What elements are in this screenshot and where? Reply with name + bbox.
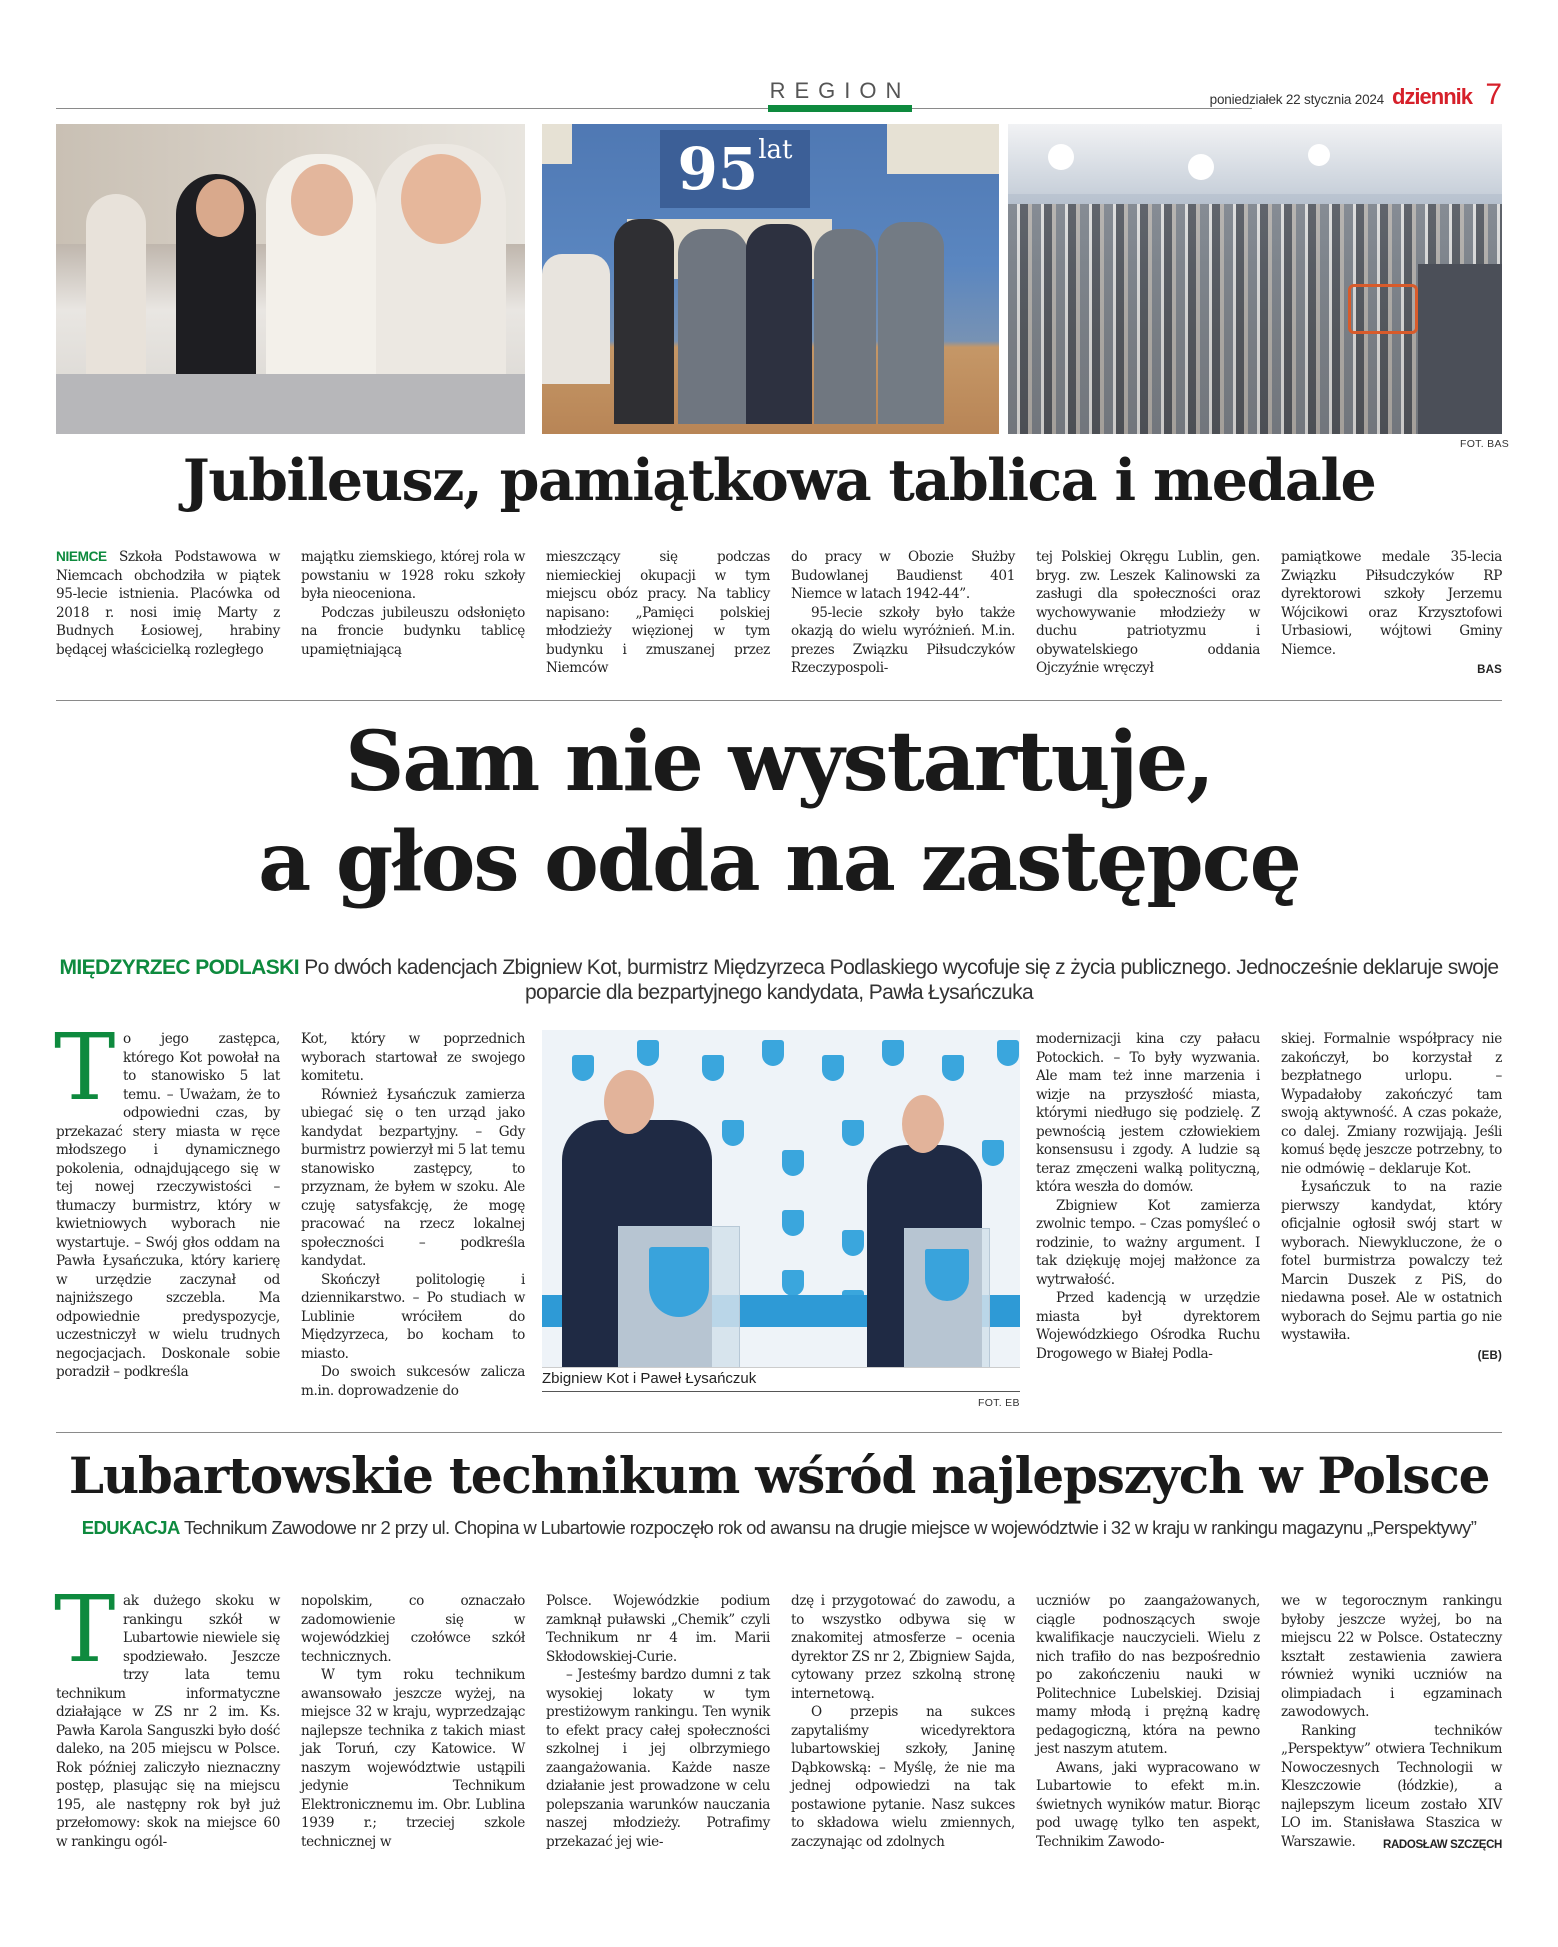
- header-rule: [56, 108, 1252, 109]
- issue-date: poniedziałek 22 stycznia 2024: [1209, 92, 1384, 107]
- article3-column-4: dzę i przygotować do zawodu, a to wszystko odbywa się w znakomitej atmosferze – ocenia dyrektor ZS nr 2, Zbigniew Sajda, cytowany przez szkolną stronę internetową. O przepis na sukces zapytaliśmy wicedyrektora lubartowskiej szkoły, Janinę Dąbkowską: – Myślę, że nie ma jednej odpowiedzi na tak postawione pytanie. Nasz sukces to składowa wielu zmiennych, zaczynając od zdolnych: [791, 1593, 1015, 1850]
- photo-credit: FOT. EB: [978, 1397, 1020, 1409]
- photo-press-conference: [542, 1030, 1020, 1368]
- article1-column-4: do pracy w Obozie Służby Budowlanej Baudienst 401 Niemce w latach 1942-44”. 95-lecie szkoły było także okazją do wielu wyróżnień. M.in. prezes Związku Piłsudczyków Rzeczypospoli-: [791, 549, 1015, 676]
- article3-kicker: EDUKACJA: [81, 1517, 180, 1538]
- article3-lead: EDUKACJA Technikum Zawodowe nr 2 przy ul. Chopina w Lubartowie rozpoczęło rok od awansu na drugie miejsce w województwie i 32 w kraju w rankingu magazynu „Perspektywy”: [81, 1517, 1477, 1538]
- podium-right: [904, 1228, 990, 1368]
- photo-caption: Zbigniew Kot i Paweł Łysańczuk: [542, 1370, 1020, 1392]
- dropcap: T: [54, 1014, 116, 1121]
- article2-byline: (EB): [1477, 1349, 1502, 1362]
- dropcap: T: [54, 1576, 116, 1683]
- headline-line-2: a głos odda na zastępcę: [258, 814, 1300, 910]
- article1-headline: Jubileusz, pamiątkowa tablica i medale: [182, 447, 1376, 514]
- anniversary-banner: $95^{lat}$: [660, 130, 810, 208]
- article1-column-3: mieszczący się podczas niemieckiej okupacji w tym miejscu obóz pracy. Na tablicy napisano: „Pamięci polskiej młodzieży więzionej w tym budynku i zmuszanej przez Niemców: [546, 549, 770, 676]
- article3-column-1: Tak dużego skoku w rankingu szkół w Lubartowie niewiele się spodziewało. Jeszcze trzy lata temu technikum informatyczne działające w ZS nr 2 im. Ks. Pawła Karola Sanguszki było dość daleko, na 205 miejscu w Polsce. Rok później zaliczyło nieznaczny postęp, plasując się na miejscu 195, ale następny rok był już przełomowy: skok na miejsce 60 w rankingu ogól-: [54, 1576, 280, 1850]
- section-label: REGION: [769, 78, 911, 103]
- podium-left: [618, 1226, 740, 1368]
- article2-column-3: modernizacji kina czy pałacu Potockich. – To były wyzwania. Ale mam też inne marzenia i wizje na przyszłość miasta, którymi niedługo się podzielę. Z pewnością jestem człowiekiem konsensusu i zgody. A ludzie są teraz zmęczeni walką polityczną, która weszła do domów. Zbigniew Kot zamierza zwolnic tempo. – Czas pomyśleć o rodzinie, to ważny argument. I tak dziękuję mojej małżonce za wytrwałość. Przed kadencją w urzędzie miasta był dyrektorem Wojewódzkiego Ośrodka Ruchu Drogowego w Białej Podla-: [1036, 1031, 1260, 1362]
- article3-headline: Lubartowskie technikum wśród najlepszych w Polsce: [68, 1446, 1490, 1505]
- article3-column-2: nopolskim, co oznaczało zadomowienie się w wojewódzkiej czołówce szkół technicznych. W tym roku technikum awansowało jeszcze wyżej, na miejsce 32 w kraju, wyprzedzając najlepsze technika z takich miast jak Toruń, czy Katowice. W naszym województwie ustąpili jedynie Technikum Elektronicznemu im. Obr. Lublina 1939 r.; trzeciej szkole technicznej w: [301, 1593, 525, 1850]
- article2-kicker: MIĘDZYRZEC PODLASKI: [59, 956, 299, 979]
- photo-credit: FOT. BAS: [1460, 438, 1510, 450]
- photo-gym-audience: [1008, 124, 1502, 434]
- article3-column-3: Polsce. Wojewódzkie podium zamknął puławski „Chemik” czyli Technikum nr 4 im. Marii Skłodowskiej-Curie. – Jesteśmy bardzo dumni z tak wysokiej lokaty w tym prestiżowym rankingu. Ten wynik to efekt pracy całej społeczności szkolnej i jej olbrzymiego zaangażowania. Każde nasze działanie jest prowadzone w celu polepszania warunków nauczania naszej młodzieży. Potrafimy przekazać jej wie-: [546, 1593, 770, 1850]
- article3-column-6: we w tegorocznym rankingu byłoby jeszcze wyżej, bo na miejscu 22 w Polsce. Ostateczny kształt zestawienia zawiera również wyniki uczniów na olimpiadach i egzaminach zawodowych. Ranking techników „Perspektyw” otwiera Technikum Nowoczesnych Technologii w Kleszczowie (łódzkie), a najlepszym liceum zostało XIV LO im. Stanisława Staszica w Warszawie. RADOSŁAW SZCZĘCH: [1281, 1592, 1502, 1854]
- article1-column-1: NIEMCE Szkoła Podstawowa w Niemcach obchodziła w piątek 95-lecie istnienia. Placówka od 2018 r. nosi imię Marty z Budnych Łosiowej, hrabiny będącej właścicielką rozległego: [56, 549, 280, 658]
- article1-column-2: majątku ziemskiego, której rola w powstaniu w 1928 roku szkoły była nieoceniona. Podczas jubileuszu odsłonięto na froncie budynku tablicę upamiętniającą: [301, 549, 525, 658]
- newspaper-logo: dziennik: [1391, 84, 1472, 109]
- article2-column-1: To jego zastępca, którego Kot powołał na to stanowisko 5 lat temu. – Uważam, że to odpowiedni czas, by przekazać stery miasta w ręce młodszego i dynamicznego pokolenia, odnajdującego się w tej nowej rzeczywistości – tłumaczy burmistrz, który w kwietniowych wyborach nie wystartuje. – Swój głos oddam na Pawła Łysańczuka, który karierę w urzędzie zaczynał od najniższego szczebla. Ma odpowiednie predyspozycje, uczestniczył w wielu trudnych negocjacjach. Doskonale sobie poradził – podkreśla: [54, 1014, 280, 1380]
- page-number: 7: [1485, 78, 1502, 111]
- article3-byline: RADOSŁAW SZCZĘCH: [1383, 1838, 1502, 1851]
- article2-column-4: skiej. Formalnie współpracy nie zakończył, bo korzystał z bezpłatnego urlopu. – Wypadałoby zakończyć tam swoją aktywność. A czas pokaże, co dalej. Zmiany rozwijają. Jeśli komuś będę jeszcze potrzebny, to nie odmówię – deklaruje Kot. Łysańczuk to na razie pierwszy kandydat, który oficjalnie ogłosił swój start w wyborach. Niewykluczone, że o fotel burmistrza powalczy też Marcin Duszek z PiS, do niedawna poseł. Ale w ostatnich wyborach do Sejmu partia go nie wystawiła. (EB): [1281, 1030, 1502, 1365]
- article2-column-2: Kot, który w poprzednich wyborach startował ze swojego komitetu. Również Łysańczuk zamierza ubiegać się o ten urząd jako kandydat bezpartyjny. – Gdy burmistrz powierzył mi 5 lat temu stanowisko zastępcy, to przyznam, że byłem w szoku. Ale czuję satysfakcję, że mogę pracować na rzecz lokalnej społeczności – podkreśla kandydat. Skończył politologię i dziennikarstwo. – Po studiach w Lublinie wróciłem do Międzyrzeca, bo kocham to miasto. Do swoich sukcesów zalicza m.in. doprowadzenie do: [301, 1031, 525, 1399]
- page-header: [56, 78, 1502, 118]
- article2-headline: [56, 712, 1502, 912]
- article-divider: [56, 700, 1502, 701]
- article2-lead: MIĘDZYRZEC PODLASKI Po dwóch kadencjach Zbigniew Kot, burmistrz Międzyrzeca Podlaskiego wycofuje się z życia publicznego. Jednocześnie deklaruje swoje poparcie dla bezpartyjnego kandydata, Pawła Łysańczuka: [59, 956, 1499, 1004]
- photo-medal-ceremony: [542, 124, 999, 434]
- photo-students-hearts: [56, 124, 525, 434]
- article1-column-6: pamiątkowe medale 35-lecia Związku Piłsudczyków RP dyrektorowi szkoły Jerzemu Wójcikowi oraz Krzysztofowi Urbasiowi, wójtowi Gminy Niemce. BAS: [1281, 548, 1502, 680]
- article3-column-5: uczniów po zaangażowanych, ciągle podnoszących swoje kwalifikacje nauczycieli. Wielu z nich trafiło do nas bezpośrednio po zakończeniu nauki w Politechnice Lubelskiej. Dzisiaj mamy młodą i prężną kadrę pedagogiczną, która na pewno jest naszym atutem. Awans, jaki wypracowano w Lubartowie to efekt m.in. świetnych wyników matur. Biorąc pod uwagę tylko ten aspekt, Technikim Zawodo-: [1036, 1593, 1260, 1850]
- article1-kicker: NIEMCE: [56, 549, 107, 564]
- article1-column-5: tej Polskiej Okręgu Lublin, gen. bryg. zw. Leszek Kalinowski za zasługi dla społeczności oraz wychowywanie młodzieży w duchu patriotyzmu i obywatelskiego oddania Ojczyźnie wręczył: [1036, 549, 1260, 676]
- article-divider: [56, 1432, 1502, 1433]
- section-accent-bar: [768, 105, 912, 112]
- article1-byline: BAS: [1477, 664, 1502, 676]
- headline-line-1: Sam nie wystartuje,: [345, 714, 1213, 810]
